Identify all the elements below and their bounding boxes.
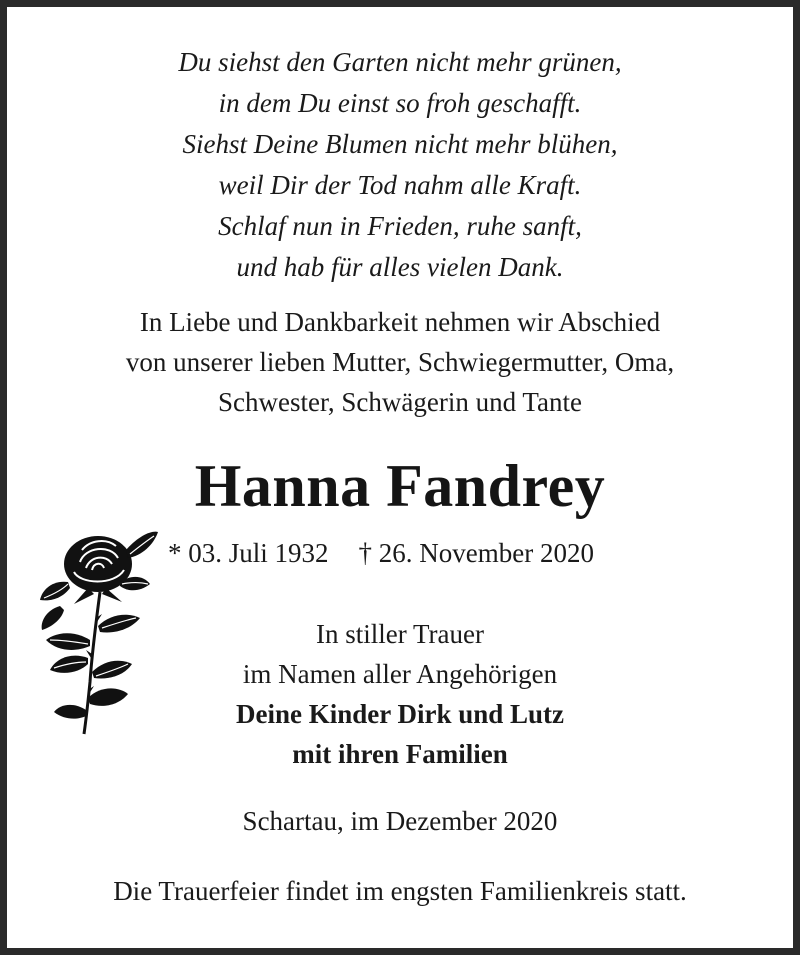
mourners-line: In stiller Trauer (316, 619, 484, 649)
life-dates (168, 533, 594, 573)
death-date: † 26. November 2020 (358, 538, 594, 568)
intro-line: Schwester, Schwägerin und Tante (218, 387, 582, 417)
intro-line: von unserer lieben Mutter, Schwiegermutter, Oma, (125, 347, 675, 377)
deceased-name: Hanna Fandrey (194, 453, 606, 519)
mourners-families: mit ihren Familien (292, 739, 508, 769)
mourners-block (0, 614, 800, 774)
poem-line: und hab für alles vielen Dank. (236, 252, 564, 282)
farewell-intro (0, 302, 800, 422)
mourners-names: Deine Kinder Dirk und Lutz (235, 699, 565, 729)
poem-line: Siehst Deine Blumen nicht mehr blühen, (182, 129, 618, 159)
poem-line: weil Dir der Tod nahm alle Kraft. (218, 170, 582, 200)
memorial-poem (0, 42, 800, 288)
poem-line: in dem Du einst so froh geschafft. (218, 88, 582, 118)
intro-line: In Liebe und Dankbarkeit nehmen wir Abschied (139, 307, 661, 337)
funeral-note: Die Trauerfeier findet im engsten Familienkreis statt. (113, 876, 687, 906)
poem-line: Schlaf nun in Frieden, ruhe sanft, (218, 211, 582, 241)
poem-line: Du siehst den Garten nicht mehr grünen, (178, 47, 622, 77)
birth-date: * 03. Juli 1932 (168, 538, 329, 568)
mourners-line: im Namen aller Angehörigen (242, 659, 558, 689)
place-and-date: Schartau, im Dezember 2020 (242, 806, 558, 836)
